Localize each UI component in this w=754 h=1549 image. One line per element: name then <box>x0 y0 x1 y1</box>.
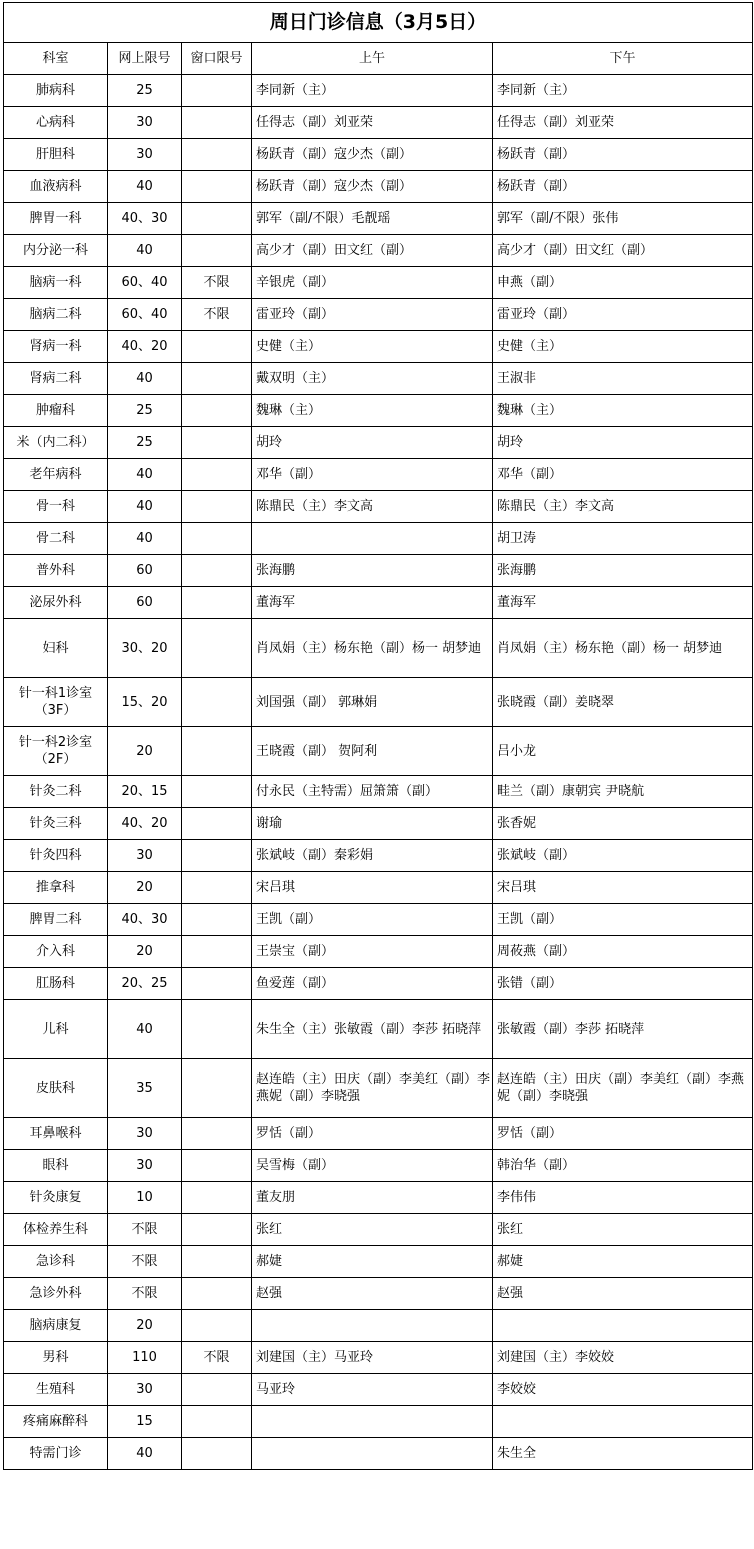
online-limit-cell: 35 <box>108 1059 182 1118</box>
window-limit-cell <box>182 203 252 235</box>
online-limit-cell: 30 <box>108 107 182 139</box>
window-limit-cell <box>182 1118 252 1150</box>
morning-doctors-cell: 陈鼎民（主）李文高 <box>252 491 493 523</box>
online-limit-cell: 40、20 <box>108 808 182 840</box>
afternoon-doctors-cell: 魏琳（主） <box>493 395 753 427</box>
department-cell: 肾病二科 <box>4 363 108 395</box>
morning-doctors-cell: 史健（主） <box>252 331 493 363</box>
department-cell: 生殖科 <box>4 1374 108 1406</box>
window-limit-cell <box>182 1182 252 1214</box>
table-row <box>4 1214 753 1246</box>
morning-doctors-cell: 宋吕琪 <box>252 872 493 904</box>
window-limit-cell <box>182 1246 252 1278</box>
afternoon-doctors-cell: 罗恬（副） <box>493 1118 753 1150</box>
table-row <box>4 1406 753 1438</box>
window-limit-cell <box>182 1059 252 1118</box>
afternoon-doctors-cell: 胡玲 <box>493 427 753 459</box>
table-row <box>4 75 753 107</box>
page-title: 周日门诊信息（3月5日） <box>4 3 753 43</box>
online-limit-cell: 60、40 <box>108 267 182 299</box>
morning-doctors-cell: 谢瑜 <box>252 808 493 840</box>
table-row <box>4 872 753 904</box>
afternoon-doctors-cell: 李同新（主） <box>493 75 753 107</box>
window-limit-cell <box>182 523 252 555</box>
morning-doctors-cell: 赵强 <box>252 1278 493 1310</box>
table-row <box>4 968 753 1000</box>
afternoon-doctors-cell: 申燕（副） <box>493 267 753 299</box>
table-row <box>4 171 753 203</box>
afternoon-doctors-cell: 张红 <box>493 1214 753 1246</box>
afternoon-doctors-cell: 王淑非 <box>493 363 753 395</box>
department-cell: 骨一科 <box>4 491 108 523</box>
afternoon-doctors-cell: 郝婕 <box>493 1246 753 1278</box>
afternoon-doctors-cell: 张错（副） <box>493 968 753 1000</box>
window-limit-cell <box>182 235 252 267</box>
afternoon-doctors-cell: 陈鼎民（主）李文高 <box>493 491 753 523</box>
window-limit-cell <box>182 678 252 727</box>
department-cell: 针灸二科 <box>4 776 108 808</box>
online-limit-cell: 40 <box>108 523 182 555</box>
online-limit-cell: 20、15 <box>108 776 182 808</box>
header-department: 科室 <box>4 43 108 75</box>
morning-doctors-cell: 张海鹏 <box>252 555 493 587</box>
morning-doctors-cell: 朱生全（主）张敏霞（副）李莎 拓晓萍 <box>252 1000 493 1059</box>
department-cell: 针灸三科 <box>4 808 108 840</box>
department-cell: 老年病科 <box>4 459 108 491</box>
table-row <box>4 1438 753 1470</box>
table-row <box>4 267 753 299</box>
department-cell: 介入科 <box>4 936 108 968</box>
window-limit-cell <box>182 171 252 203</box>
afternoon-doctors-cell: 胡卫涛 <box>493 523 753 555</box>
afternoon-doctors-cell: 王凯（副） <box>493 904 753 936</box>
morning-doctors-cell <box>252 1406 493 1438</box>
afternoon-doctors-cell: 张海鹏 <box>493 555 753 587</box>
morning-doctors-cell: 邓华（副） <box>252 459 493 491</box>
table-row <box>4 299 753 331</box>
afternoon-doctors-cell: 畦兰（副）康朝宾 尹晓航 <box>493 776 753 808</box>
window-limit-cell <box>182 840 252 872</box>
morning-doctors-cell: 刘国强（副） 郭琳娟 <box>252 678 493 727</box>
table-row <box>4 619 753 678</box>
department-cell: 内分泌一科 <box>4 235 108 267</box>
department-cell: 疼痛麻醉科 <box>4 1406 108 1438</box>
department-cell: 骨二科 <box>4 523 108 555</box>
morning-doctors-cell: 吴雪梅（副） <box>252 1150 493 1182</box>
department-cell: 脑病一科 <box>4 267 108 299</box>
morning-doctors-cell: 任得志（副）刘亚荣 <box>252 107 493 139</box>
morning-doctors-cell: 杨跃青（副）寇少杰（副） <box>252 139 493 171</box>
department-cell: 脾胃二科 <box>4 904 108 936</box>
department-cell: 普外科 <box>4 555 108 587</box>
morning-doctors-cell: 罗恬（副） <box>252 1118 493 1150</box>
department-cell: 男科 <box>4 1342 108 1374</box>
afternoon-doctors-cell: 李姣姣 <box>493 1374 753 1406</box>
department-cell: 针一科1诊室（3F） <box>4 678 108 727</box>
morning-doctors-cell: 王晓霞（副） 贺阿利 <box>252 727 493 776</box>
online-limit-cell: 25 <box>108 427 182 459</box>
department-cell: 肛肠科 <box>4 968 108 1000</box>
window-limit-cell <box>182 936 252 968</box>
department-cell: 耳鼻喉科 <box>4 1118 108 1150</box>
morning-doctors-cell: 魏琳（主） <box>252 395 493 427</box>
online-limit-cell: 不限 <box>108 1214 182 1246</box>
afternoon-doctors-cell: 雷亚玲（副） <box>493 299 753 331</box>
afternoon-doctors-cell: 李伟伟 <box>493 1182 753 1214</box>
department-cell: 脾胃一科 <box>4 203 108 235</box>
online-limit-cell: 40 <box>108 1438 182 1470</box>
online-limit-cell: 不限 <box>108 1246 182 1278</box>
window-limit-cell <box>182 1406 252 1438</box>
window-limit-cell <box>182 1278 252 1310</box>
table-row <box>4 1342 753 1374</box>
online-limit-cell: 15、20 <box>108 678 182 727</box>
department-cell: 急诊外科 <box>4 1278 108 1310</box>
table-row <box>4 1150 753 1182</box>
afternoon-doctors-cell: 肖凤娟（主）杨东艳（副）杨一 胡梦迪 <box>493 619 753 678</box>
afternoon-doctors-cell: 赵连皓（主）田庆（副）李美红（副）李燕妮（副）李晓强 <box>493 1059 753 1118</box>
morning-doctors-cell: 董海军 <box>252 587 493 619</box>
morning-doctors-cell: 李同新（主） <box>252 75 493 107</box>
department-cell: 肝胆科 <box>4 139 108 171</box>
table-row <box>4 587 753 619</box>
online-limit-cell: 110 <box>108 1342 182 1374</box>
department-cell: 针灸康复 <box>4 1182 108 1214</box>
table-row <box>4 139 753 171</box>
online-limit-cell: 60 <box>108 555 182 587</box>
table-row <box>4 936 753 968</box>
morning-doctors-cell: 戴双明（主） <box>252 363 493 395</box>
window-limit-cell: 不限 <box>182 1342 252 1374</box>
online-limit-cell: 30 <box>108 1118 182 1150</box>
afternoon-doctors-cell <box>493 1310 753 1342</box>
morning-doctors-cell: 胡玲 <box>252 427 493 459</box>
afternoon-doctors-cell: 史健（主） <box>493 331 753 363</box>
table-row <box>4 331 753 363</box>
department-cell: 眼科 <box>4 1150 108 1182</box>
morning-doctors-cell: 杨跃青（副）寇少杰（副） <box>252 171 493 203</box>
online-limit-cell: 40、20 <box>108 331 182 363</box>
morning-doctors-cell <box>252 1438 493 1470</box>
online-limit-cell: 不限 <box>108 1278 182 1310</box>
department-cell: 特需门诊 <box>4 1438 108 1470</box>
window-limit-cell <box>182 872 252 904</box>
morning-doctors-cell: 鱼爱莲（副） <box>252 968 493 1000</box>
online-limit-cell: 20 <box>108 936 182 968</box>
online-limit-cell: 20 <box>108 1310 182 1342</box>
schedule-table <box>3 2 753 1470</box>
header-morning: 上午 <box>252 43 493 75</box>
window-limit-cell: 不限 <box>182 299 252 331</box>
department-cell: 脑病康复 <box>4 1310 108 1342</box>
window-limit-cell <box>182 395 252 427</box>
morning-doctors-cell: 张斌岐（副）秦彩娟 <box>252 840 493 872</box>
window-limit-cell <box>182 491 252 523</box>
morning-doctors-cell: 肖凤娟（主）杨东艳（副）杨一 胡梦迪 <box>252 619 493 678</box>
window-limit-cell <box>182 1214 252 1246</box>
morning-doctors-cell: 刘建国（主）马亚玲 <box>252 1342 493 1374</box>
online-limit-cell: 30、20 <box>108 619 182 678</box>
window-limit-cell <box>182 139 252 171</box>
table-row <box>4 1246 753 1278</box>
online-limit-cell: 40 <box>108 363 182 395</box>
schedule-sheet <box>3 2 752 1470</box>
window-limit-cell <box>182 1374 252 1406</box>
department-cell: 血液病科 <box>4 171 108 203</box>
table-row <box>4 727 753 776</box>
window-limit-cell: 不限 <box>182 267 252 299</box>
table-row <box>4 1310 753 1342</box>
morning-doctors-cell: 郝婕 <box>252 1246 493 1278</box>
afternoon-doctors-cell: 张敏霞（副）李莎 拓晓萍 <box>493 1000 753 1059</box>
window-limit-cell <box>182 968 252 1000</box>
window-limit-cell <box>182 1438 252 1470</box>
online-limit-cell: 40、30 <box>108 904 182 936</box>
online-limit-cell: 30 <box>108 1374 182 1406</box>
window-limit-cell <box>182 727 252 776</box>
department-cell: 针灸四科 <box>4 840 108 872</box>
online-limit-cell: 60、40 <box>108 299 182 331</box>
table-row <box>4 1118 753 1150</box>
department-cell: 肿瘤科 <box>4 395 108 427</box>
department-cell: 皮肤科 <box>4 1059 108 1118</box>
table-row <box>4 904 753 936</box>
window-limit-cell <box>182 107 252 139</box>
department-cell: 妇科 <box>4 619 108 678</box>
window-limit-cell <box>182 331 252 363</box>
window-limit-cell <box>182 904 252 936</box>
online-limit-cell: 40 <box>108 459 182 491</box>
afternoon-doctors-cell: 韩治华（副） <box>493 1150 753 1182</box>
online-limit-cell: 40 <box>108 235 182 267</box>
morning-doctors-cell: 赵连皓（主）田庆（副）李美红（副）李燕妮（副）李晓强 <box>252 1059 493 1118</box>
online-limit-cell: 20 <box>108 727 182 776</box>
afternoon-doctors-cell: 刘建国（主）李姣姣 <box>493 1342 753 1374</box>
afternoon-doctors-cell: 宋吕琪 <box>493 872 753 904</box>
afternoon-doctors-cell: 周莜燕（副） <box>493 936 753 968</box>
online-limit-cell: 15 <box>108 1406 182 1438</box>
online-limit-cell: 40、30 <box>108 203 182 235</box>
morning-doctors-cell: 王崇宝（副） <box>252 936 493 968</box>
window-limit-cell <box>182 1150 252 1182</box>
header-online-limit: 网上限号 <box>108 43 182 75</box>
table-row <box>4 363 753 395</box>
afternoon-doctors-cell: 张晓霞（副）姜晓翠 <box>493 678 753 727</box>
online-limit-cell: 20 <box>108 872 182 904</box>
window-limit-cell <box>182 776 252 808</box>
department-cell: 肺病科 <box>4 75 108 107</box>
morning-doctors-cell: 雷亚玲（副） <box>252 299 493 331</box>
department-cell: 脑病二科 <box>4 299 108 331</box>
window-limit-cell <box>182 1000 252 1059</box>
table-row <box>4 395 753 427</box>
online-limit-cell: 40 <box>108 171 182 203</box>
table-row <box>4 523 753 555</box>
morning-doctors-cell <box>252 523 493 555</box>
online-limit-cell: 40 <box>108 491 182 523</box>
table-row <box>4 1182 753 1214</box>
afternoon-doctors-cell: 吕小龙 <box>493 727 753 776</box>
table-row <box>4 459 753 491</box>
table-row <box>4 107 753 139</box>
morning-doctors-cell: 马亚玲 <box>252 1374 493 1406</box>
afternoon-doctors-cell: 杨跃青（副） <box>493 171 753 203</box>
table-row <box>4 776 753 808</box>
afternoon-doctors-cell: 任得志（副）刘亚荣 <box>493 107 753 139</box>
online-limit-cell: 60 <box>108 587 182 619</box>
window-limit-cell <box>182 808 252 840</box>
online-limit-cell: 30 <box>108 1150 182 1182</box>
online-limit-cell: 25 <box>108 395 182 427</box>
morning-doctors-cell: 高少才（副）田文红（副） <box>252 235 493 267</box>
table-row <box>4 235 753 267</box>
morning-doctors-cell: 张红 <box>252 1214 493 1246</box>
afternoon-doctors-cell: 杨跃青（副） <box>493 139 753 171</box>
window-limit-cell <box>182 1310 252 1342</box>
window-limit-cell <box>182 619 252 678</box>
table-row <box>4 427 753 459</box>
header-afternoon: 下午 <box>493 43 753 75</box>
online-limit-cell: 40 <box>108 1000 182 1059</box>
department-cell: 心病科 <box>4 107 108 139</box>
afternoon-doctors-cell: 郭军（副/不限）张伟 <box>493 203 753 235</box>
afternoon-doctors-cell: 董海军 <box>493 587 753 619</box>
morning-doctors-cell: 王凯（副） <box>252 904 493 936</box>
table-row <box>4 1000 753 1059</box>
department-cell: 泌尿外科 <box>4 587 108 619</box>
table-row <box>4 840 753 872</box>
online-limit-cell: 25 <box>108 75 182 107</box>
online-limit-cell: 10 <box>108 1182 182 1214</box>
table-body <box>4 75 753 1470</box>
department-cell: 推拿科 <box>4 872 108 904</box>
window-limit-cell <box>182 587 252 619</box>
afternoon-doctors-cell: 张斌岐（副） <box>493 840 753 872</box>
department-cell: 肾病一科 <box>4 331 108 363</box>
table-row <box>4 1278 753 1310</box>
afternoon-doctors-cell: 赵强 <box>493 1278 753 1310</box>
department-cell: 米（内二科） <box>4 427 108 459</box>
department-cell: 体检养生科 <box>4 1214 108 1246</box>
table-row <box>4 678 753 727</box>
table-row <box>4 1059 753 1118</box>
morning-doctors-cell <box>252 1310 493 1342</box>
table-row <box>4 1374 753 1406</box>
morning-doctors-cell: 郭军（副/不限）毛靓瑶 <box>252 203 493 235</box>
window-limit-cell <box>182 75 252 107</box>
table-row <box>4 555 753 587</box>
window-limit-cell <box>182 363 252 395</box>
online-limit-cell: 30 <box>108 840 182 872</box>
morning-doctors-cell: 付永民（主特需）屈箫箫（副） <box>252 776 493 808</box>
afternoon-doctors-cell: 张香妮 <box>493 808 753 840</box>
table-row <box>4 491 753 523</box>
window-limit-cell <box>182 459 252 491</box>
window-limit-cell <box>182 427 252 459</box>
department-cell: 儿科 <box>4 1000 108 1059</box>
online-limit-cell: 30 <box>108 139 182 171</box>
afternoon-doctors-cell: 高少才（副）田文红（副） <box>493 235 753 267</box>
window-limit-cell <box>182 555 252 587</box>
online-limit-cell: 20、25 <box>108 968 182 1000</box>
afternoon-doctors-cell <box>493 1406 753 1438</box>
department-cell: 针一科2诊室（2F） <box>4 727 108 776</box>
department-cell: 急诊科 <box>4 1246 108 1278</box>
morning-doctors-cell: 辛银虎（副） <box>252 267 493 299</box>
table-row <box>4 203 753 235</box>
header-window-limit: 窗口限号 <box>182 43 252 75</box>
afternoon-doctors-cell: 邓华（副） <box>493 459 753 491</box>
morning-doctors-cell: 董友朋 <box>252 1182 493 1214</box>
table-row <box>4 808 753 840</box>
afternoon-doctors-cell: 朱生全 <box>493 1438 753 1470</box>
